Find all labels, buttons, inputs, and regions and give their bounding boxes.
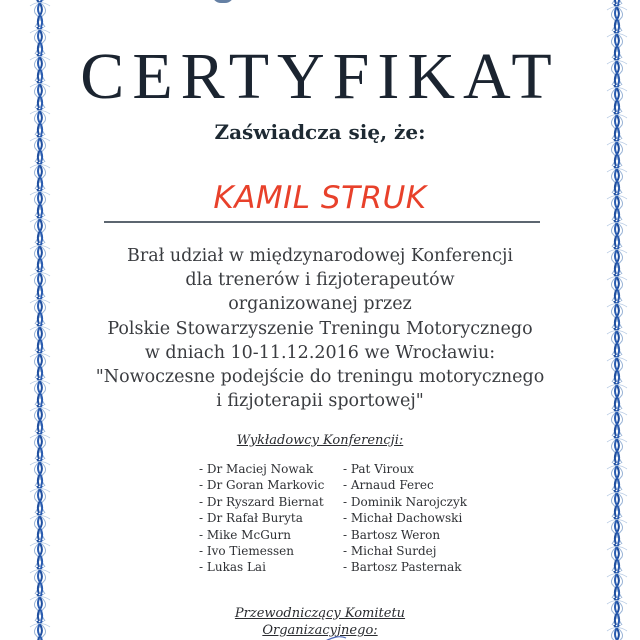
logo-fragment-icon bbox=[212, 0, 234, 3]
body-line: Brał udział w międzynarodowej Konferencji bbox=[127, 246, 513, 266]
lecturer-item: - Dr Maciej Nowak bbox=[199, 462, 314, 476]
body-line: i fizjoterapii sportowej" bbox=[216, 391, 424, 412]
lecturer-item: - Bartosz Weron bbox=[343, 527, 441, 542]
lecturer-item: - Dominik Narojczyk bbox=[343, 494, 468, 509]
body-line: dla trenerów i fizjoterapeutów bbox=[185, 270, 455, 291]
body-line: w dniach 10-11.12.2016 we Wrocławiu: bbox=[144, 342, 496, 363]
lecturers-heading: Wykładowcy Konferencji: bbox=[236, 433, 404, 448]
lecturer-item: - Bartosz Pasternak bbox=[343, 560, 462, 575]
lecturer-item: - Mike McGurn bbox=[199, 527, 291, 542]
lecturer-item: - Michał Surdej bbox=[343, 544, 437, 559]
body-line: "Nowoczesne podejście do treningu motorycznego bbox=[95, 367, 545, 388]
certificate-body bbox=[0, 244, 640, 413]
recipient-name: KAMIL STRUK bbox=[213, 180, 427, 216]
name-underline-rule bbox=[104, 221, 540, 223]
lecturer-item: - Arnaud Ferec bbox=[343, 478, 434, 493]
lecturer-item: - Michał Dachowski bbox=[343, 511, 463, 526]
committee-heading-line: Przewodniczący Komitetu bbox=[234, 606, 406, 621]
lecturer-item: - Dr Goran Markovic bbox=[199, 478, 325, 493]
committee-heading-line: Organizacyjnego: bbox=[262, 623, 378, 638]
certificate-title: CERTYFIKAT bbox=[80, 40, 560, 113]
signature-stroke-icon bbox=[318, 630, 348, 640]
lecturer-item: - Dr Ryszard Biernat bbox=[199, 494, 324, 509]
body-line: organizowanej przez bbox=[228, 294, 412, 315]
lecturer-item: - Lukas Lai bbox=[199, 560, 266, 575]
lecturer-item: - Pat Viroux bbox=[343, 462, 414, 476]
lecturer-item: - Ivo Tiemessen bbox=[199, 544, 294, 559]
certificate-subtitle: Zaświadcza się, że: bbox=[214, 120, 426, 144]
body-line: Polskie Stowarzyszenie Treningu Motorycznego bbox=[107, 318, 533, 339]
lecturer-item: - Dr Rafał Buryta bbox=[199, 511, 303, 526]
lecturers-list-right bbox=[343, 461, 513, 576]
